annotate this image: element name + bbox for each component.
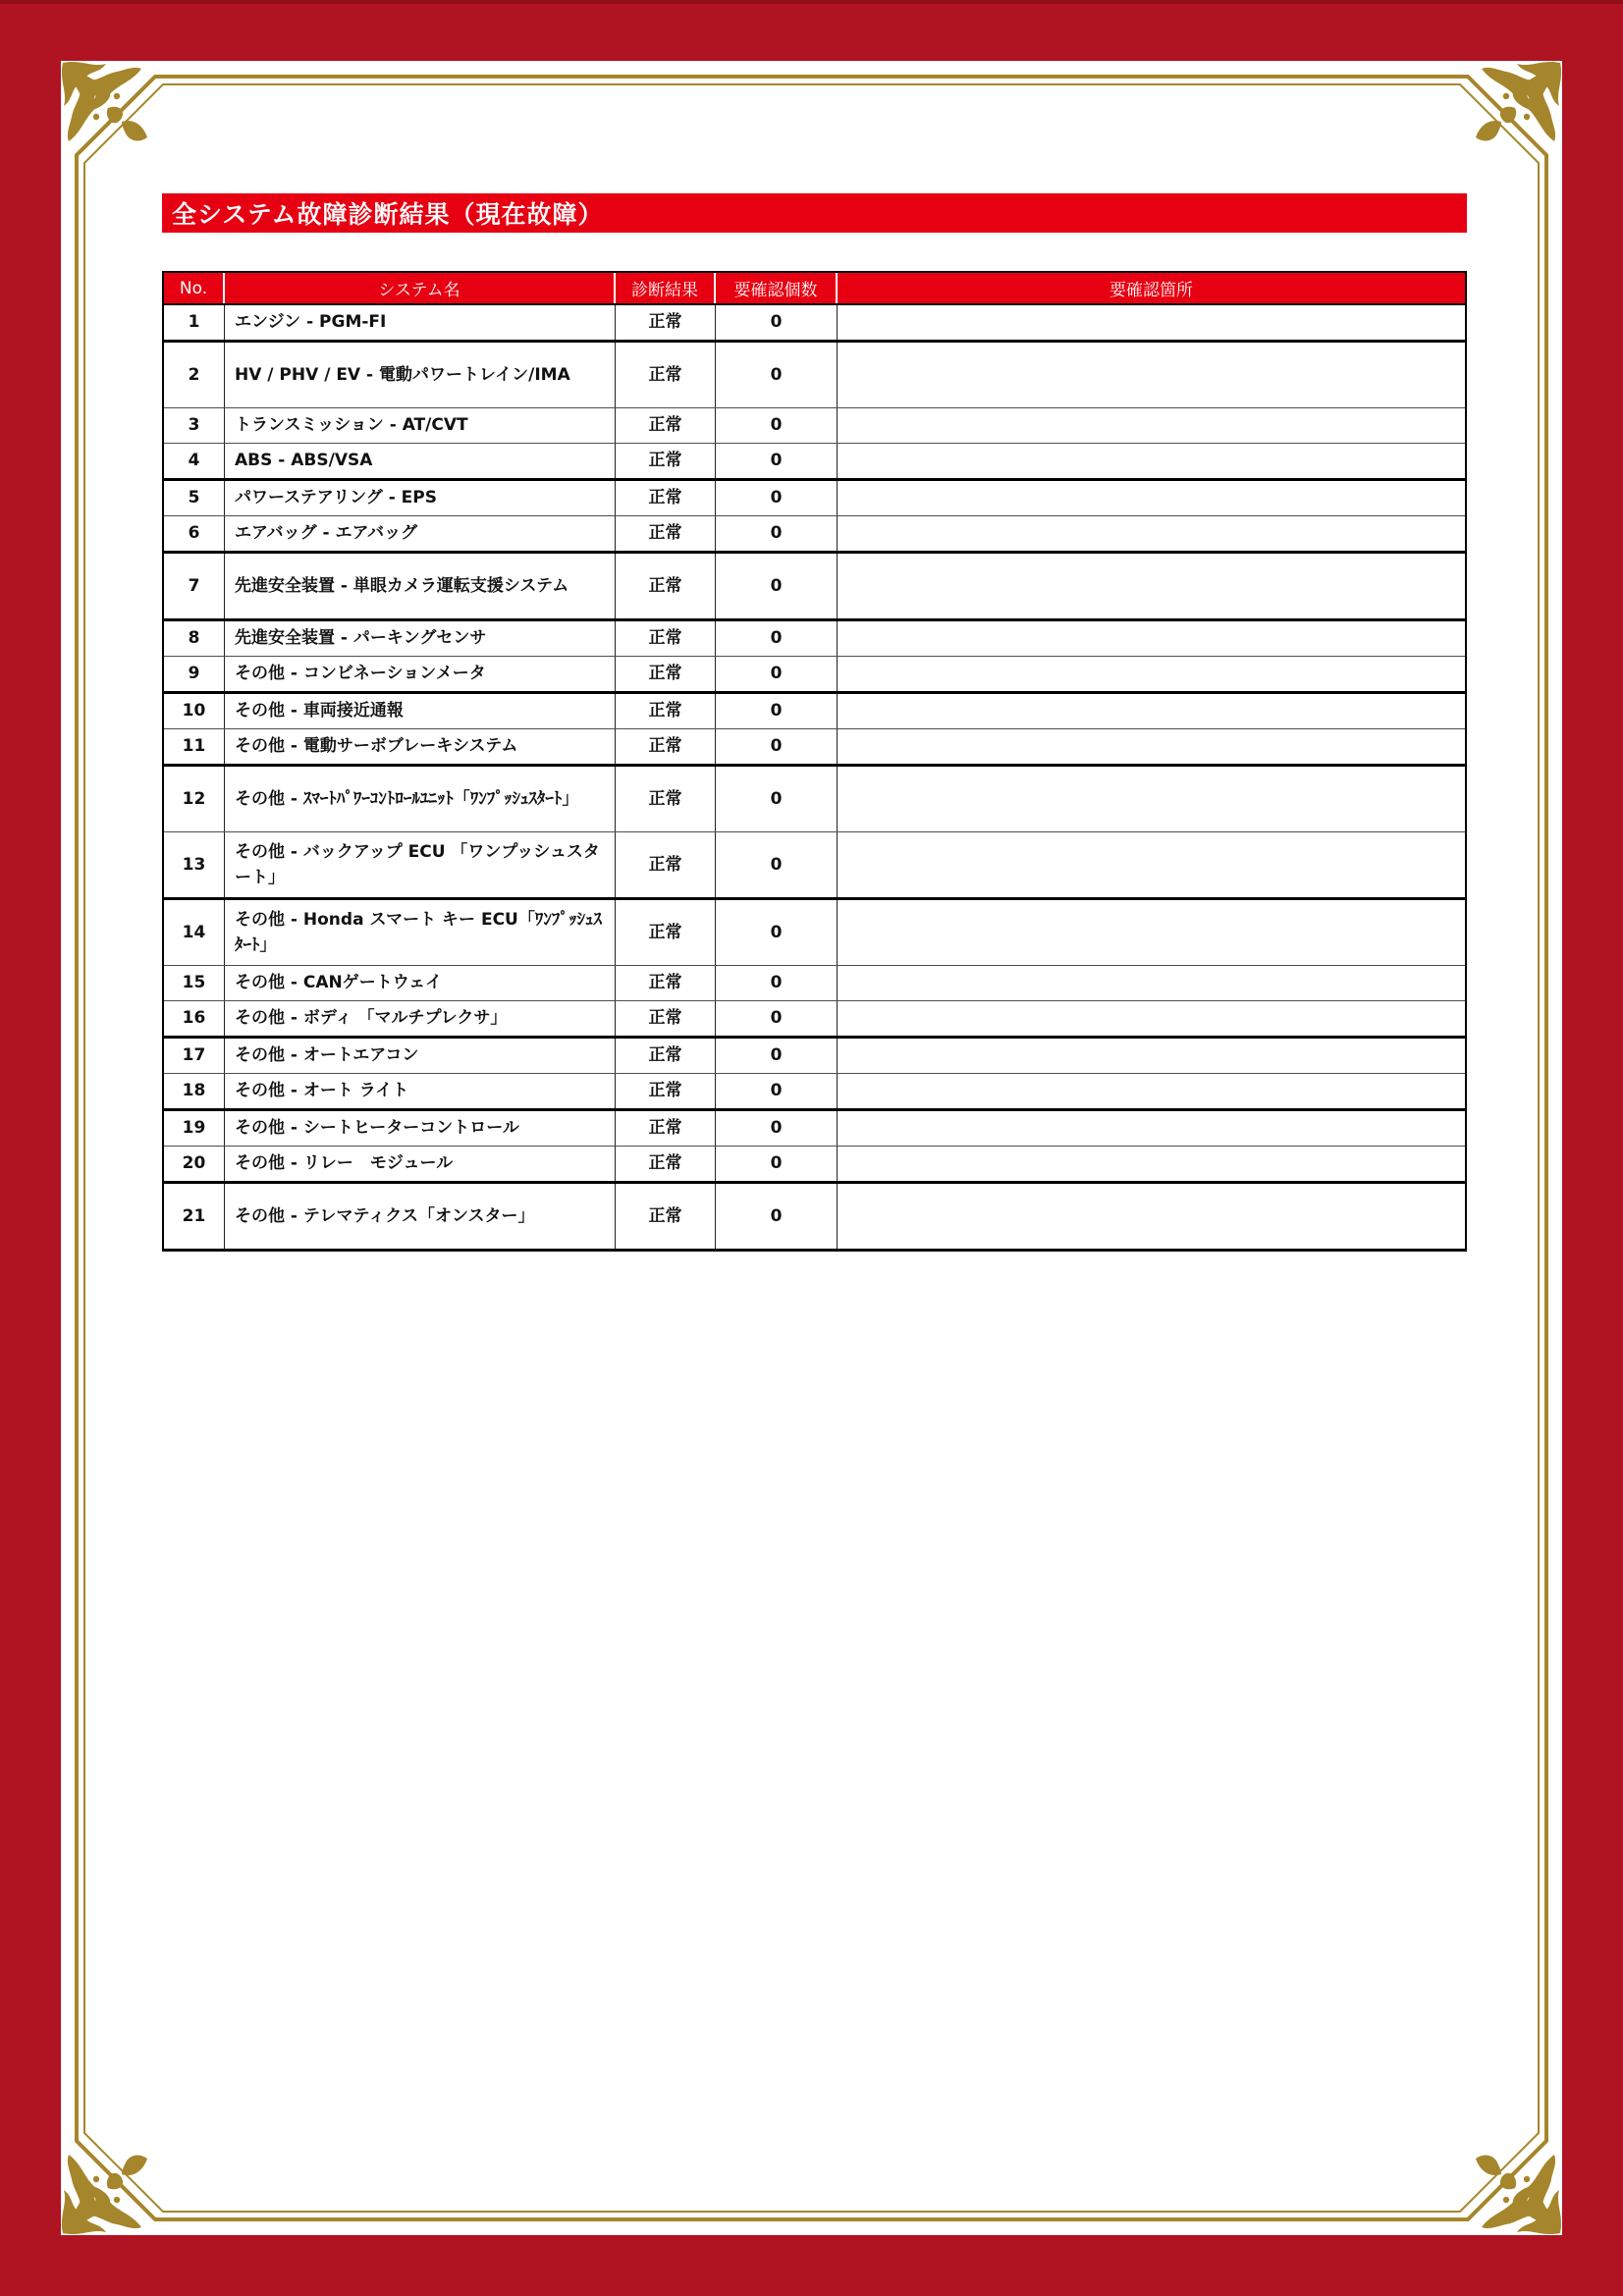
cell-no: 15 bbox=[164, 966, 225, 1000]
cell-count: 0 bbox=[716, 1111, 838, 1146]
cell-count: 0 bbox=[716, 1039, 838, 1073]
cell-system-name: ABS - ABS/VSA bbox=[225, 444, 616, 478]
cell-no: 10 bbox=[164, 694, 225, 728]
cell-count: 0 bbox=[716, 694, 838, 728]
cell-result: 正常 bbox=[616, 1184, 716, 1249]
cell-result: 正常 bbox=[616, 966, 716, 1000]
cell-no: 13 bbox=[164, 832, 225, 897]
cell-result: 正常 bbox=[616, 900, 716, 965]
cell-system-name: 先進安全装置 - パーキングセンサ bbox=[225, 621, 616, 656]
cell-no: 2 bbox=[164, 343, 225, 407]
table-row bbox=[164, 443, 1465, 478]
cell-count: 0 bbox=[716, 516, 838, 551]
cell-no: 4 bbox=[164, 444, 225, 478]
cell-no: 12 bbox=[164, 767, 225, 831]
cell-location bbox=[838, 408, 1465, 443]
cell-system-name: 先進安全装置 - 単眼カメラ運転支援システム bbox=[225, 554, 616, 618]
cell-result: 正常 bbox=[616, 516, 716, 551]
page-title: 全システム故障診断結果（現在故障） bbox=[172, 200, 604, 229]
cell-count: 0 bbox=[716, 481, 838, 515]
cell-location bbox=[838, 1001, 1465, 1036]
table-row bbox=[164, 965, 1465, 1000]
cell-no: 1 bbox=[164, 305, 225, 340]
cell-count: 0 bbox=[716, 621, 838, 656]
table-row bbox=[164, 1181, 1465, 1249]
cell-location bbox=[838, 767, 1465, 831]
cell-location bbox=[838, 729, 1465, 764]
table-row bbox=[164, 1000, 1465, 1036]
cell-count: 0 bbox=[716, 767, 838, 831]
table-row bbox=[164, 407, 1465, 443]
cell-location bbox=[838, 966, 1465, 1000]
cell-location bbox=[838, 444, 1465, 478]
cell-no: 16 bbox=[164, 1001, 225, 1036]
cell-location bbox=[838, 1111, 1465, 1146]
page-title-bar bbox=[162, 193, 1467, 233]
cell-location bbox=[838, 900, 1465, 965]
cell-result: 正常 bbox=[616, 621, 716, 656]
cell-count: 0 bbox=[716, 657, 838, 691]
table-row bbox=[164, 551, 1465, 618]
cell-system-name: その他 - バックアップ ECU 「ワンプッシュスタート」 bbox=[225, 832, 616, 897]
cell-system-name: トランスミッション - AT/CVT bbox=[225, 408, 616, 443]
cell-system-name: その他 - オート ライト bbox=[225, 1074, 616, 1108]
cell-system-name: その他 - 電動サーボブレーキシステム bbox=[225, 729, 616, 764]
cell-count: 0 bbox=[716, 729, 838, 764]
cell-system-name: その他 - ｽﾏｰﾄﾊﾟﾜｰｺﾝﾄﾛｰﾙﾕﾆｯﾄ「ﾜﾝﾌﾟｯｼｭｽﾀｰﾄ」 bbox=[225, 767, 616, 831]
cell-result: 正常 bbox=[616, 1001, 716, 1036]
cell-no: 6 bbox=[164, 516, 225, 551]
header-cell-result: 診断結果 bbox=[616, 273, 716, 303]
header-cell-no: No. bbox=[164, 273, 225, 303]
cell-no: 21 bbox=[164, 1184, 225, 1249]
cell-system-name: エンジン - PGM-FI bbox=[225, 305, 616, 340]
table-header-row bbox=[164, 273, 1465, 305]
cell-location bbox=[838, 1039, 1465, 1073]
cell-system-name: その他 - Honda スマート キー ECU「ﾜﾝﾌﾟｯｼｭｽﾀｰﾄ」 bbox=[225, 900, 616, 965]
cell-system-name: その他 - CANゲートウェイ bbox=[225, 966, 616, 1000]
cell-count: 0 bbox=[716, 444, 838, 478]
cell-result: 正常 bbox=[616, 343, 716, 407]
cell-no: 17 bbox=[164, 1039, 225, 1073]
cell-location bbox=[838, 554, 1465, 618]
cell-no: 9 bbox=[164, 657, 225, 691]
cell-location bbox=[838, 832, 1465, 897]
cell-system-name: エアバッグ - エアバッグ bbox=[225, 516, 616, 551]
table-row bbox=[164, 1146, 1465, 1181]
cell-count: 0 bbox=[716, 1074, 838, 1108]
cell-count: 0 bbox=[716, 1147, 838, 1181]
cell-system-name: その他 - ボディ 「マルチプレクサ」 bbox=[225, 1001, 616, 1036]
table-row bbox=[164, 305, 1465, 340]
cell-system-name: その他 - リレー モジュール bbox=[225, 1147, 616, 1181]
cell-location bbox=[838, 621, 1465, 656]
table-row bbox=[164, 656, 1465, 691]
header-cell-count: 要確認個数 bbox=[716, 273, 838, 303]
table-row bbox=[164, 728, 1465, 764]
cell-result: 正常 bbox=[616, 657, 716, 691]
cell-result: 正常 bbox=[616, 444, 716, 478]
cell-count: 0 bbox=[716, 1184, 838, 1249]
table-row bbox=[164, 1108, 1465, 1146]
cell-system-name: その他 - コンビネーションメータ bbox=[225, 657, 616, 691]
cell-location bbox=[838, 343, 1465, 407]
cell-count: 0 bbox=[716, 554, 838, 618]
cell-result: 正常 bbox=[616, 305, 716, 340]
cell-result: 正常 bbox=[616, 408, 716, 443]
table-row bbox=[164, 831, 1465, 897]
cell-no: 5 bbox=[164, 481, 225, 515]
cell-no: 20 bbox=[164, 1147, 225, 1181]
table-row bbox=[164, 340, 1465, 407]
cell-location bbox=[838, 657, 1465, 691]
cell-count: 0 bbox=[716, 900, 838, 965]
cell-location bbox=[838, 481, 1465, 515]
table-row bbox=[164, 691, 1465, 728]
cell-system-name: HV / PHV / EV - 電動パワートレイン/IMA bbox=[225, 343, 616, 407]
cell-result: 正常 bbox=[616, 729, 716, 764]
cell-system-name: その他 - テレマティクス「オンスター」 bbox=[225, 1184, 616, 1249]
table-row bbox=[164, 618, 1465, 656]
header-cell-system: システム名 bbox=[225, 273, 616, 303]
header-cell-location: 要確認箇所 bbox=[1109, 281, 1193, 300]
cell-location bbox=[838, 1147, 1465, 1181]
table-row bbox=[164, 897, 1465, 965]
cell-count: 0 bbox=[716, 408, 838, 443]
cell-no: 14 bbox=[164, 900, 225, 965]
cell-result: 正常 bbox=[616, 1039, 716, 1073]
cell-result: 正常 bbox=[616, 694, 716, 728]
cell-result: 正常 bbox=[616, 481, 716, 515]
cell-no: 19 bbox=[164, 1111, 225, 1146]
cell-result: 正常 bbox=[616, 832, 716, 897]
cell-system-name: その他 - シートヒーターコントロール bbox=[225, 1111, 616, 1146]
cell-result: 正常 bbox=[616, 554, 716, 618]
cell-result: 正常 bbox=[616, 1074, 716, 1108]
table-row bbox=[164, 764, 1465, 831]
cell-count: 0 bbox=[716, 343, 838, 407]
cell-count: 0 bbox=[716, 305, 838, 340]
table-row bbox=[164, 515, 1465, 551]
cell-count: 0 bbox=[716, 1001, 838, 1036]
cell-no: 11 bbox=[164, 729, 225, 764]
diagnostic-result-table bbox=[162, 271, 1467, 1252]
cell-location bbox=[838, 516, 1465, 551]
cell-location bbox=[838, 305, 1465, 340]
cell-location bbox=[838, 1184, 1465, 1249]
table-row bbox=[164, 478, 1465, 515]
table-row bbox=[164, 1073, 1465, 1108]
cell-location bbox=[838, 1074, 1465, 1108]
cell-count: 0 bbox=[716, 966, 838, 1000]
cell-location bbox=[838, 694, 1465, 728]
cell-no: 3 bbox=[164, 408, 225, 443]
cell-count: 0 bbox=[716, 832, 838, 897]
table-row bbox=[164, 1036, 1465, 1073]
cell-system-name: その他 - 車両接近通報 bbox=[225, 694, 616, 728]
cell-result: 正常 bbox=[616, 1147, 716, 1181]
cell-no: 8 bbox=[164, 621, 225, 656]
cell-no: 18 bbox=[164, 1074, 225, 1108]
table-body bbox=[164, 305, 1465, 1249]
cell-system-name: パワーステアリング - EPS bbox=[225, 481, 616, 515]
cell-result: 正常 bbox=[616, 767, 716, 831]
cell-no: 7 bbox=[164, 554, 225, 618]
cell-system-name: その他 - オートエアコン bbox=[225, 1039, 616, 1073]
cell-result: 正常 bbox=[616, 1111, 716, 1146]
